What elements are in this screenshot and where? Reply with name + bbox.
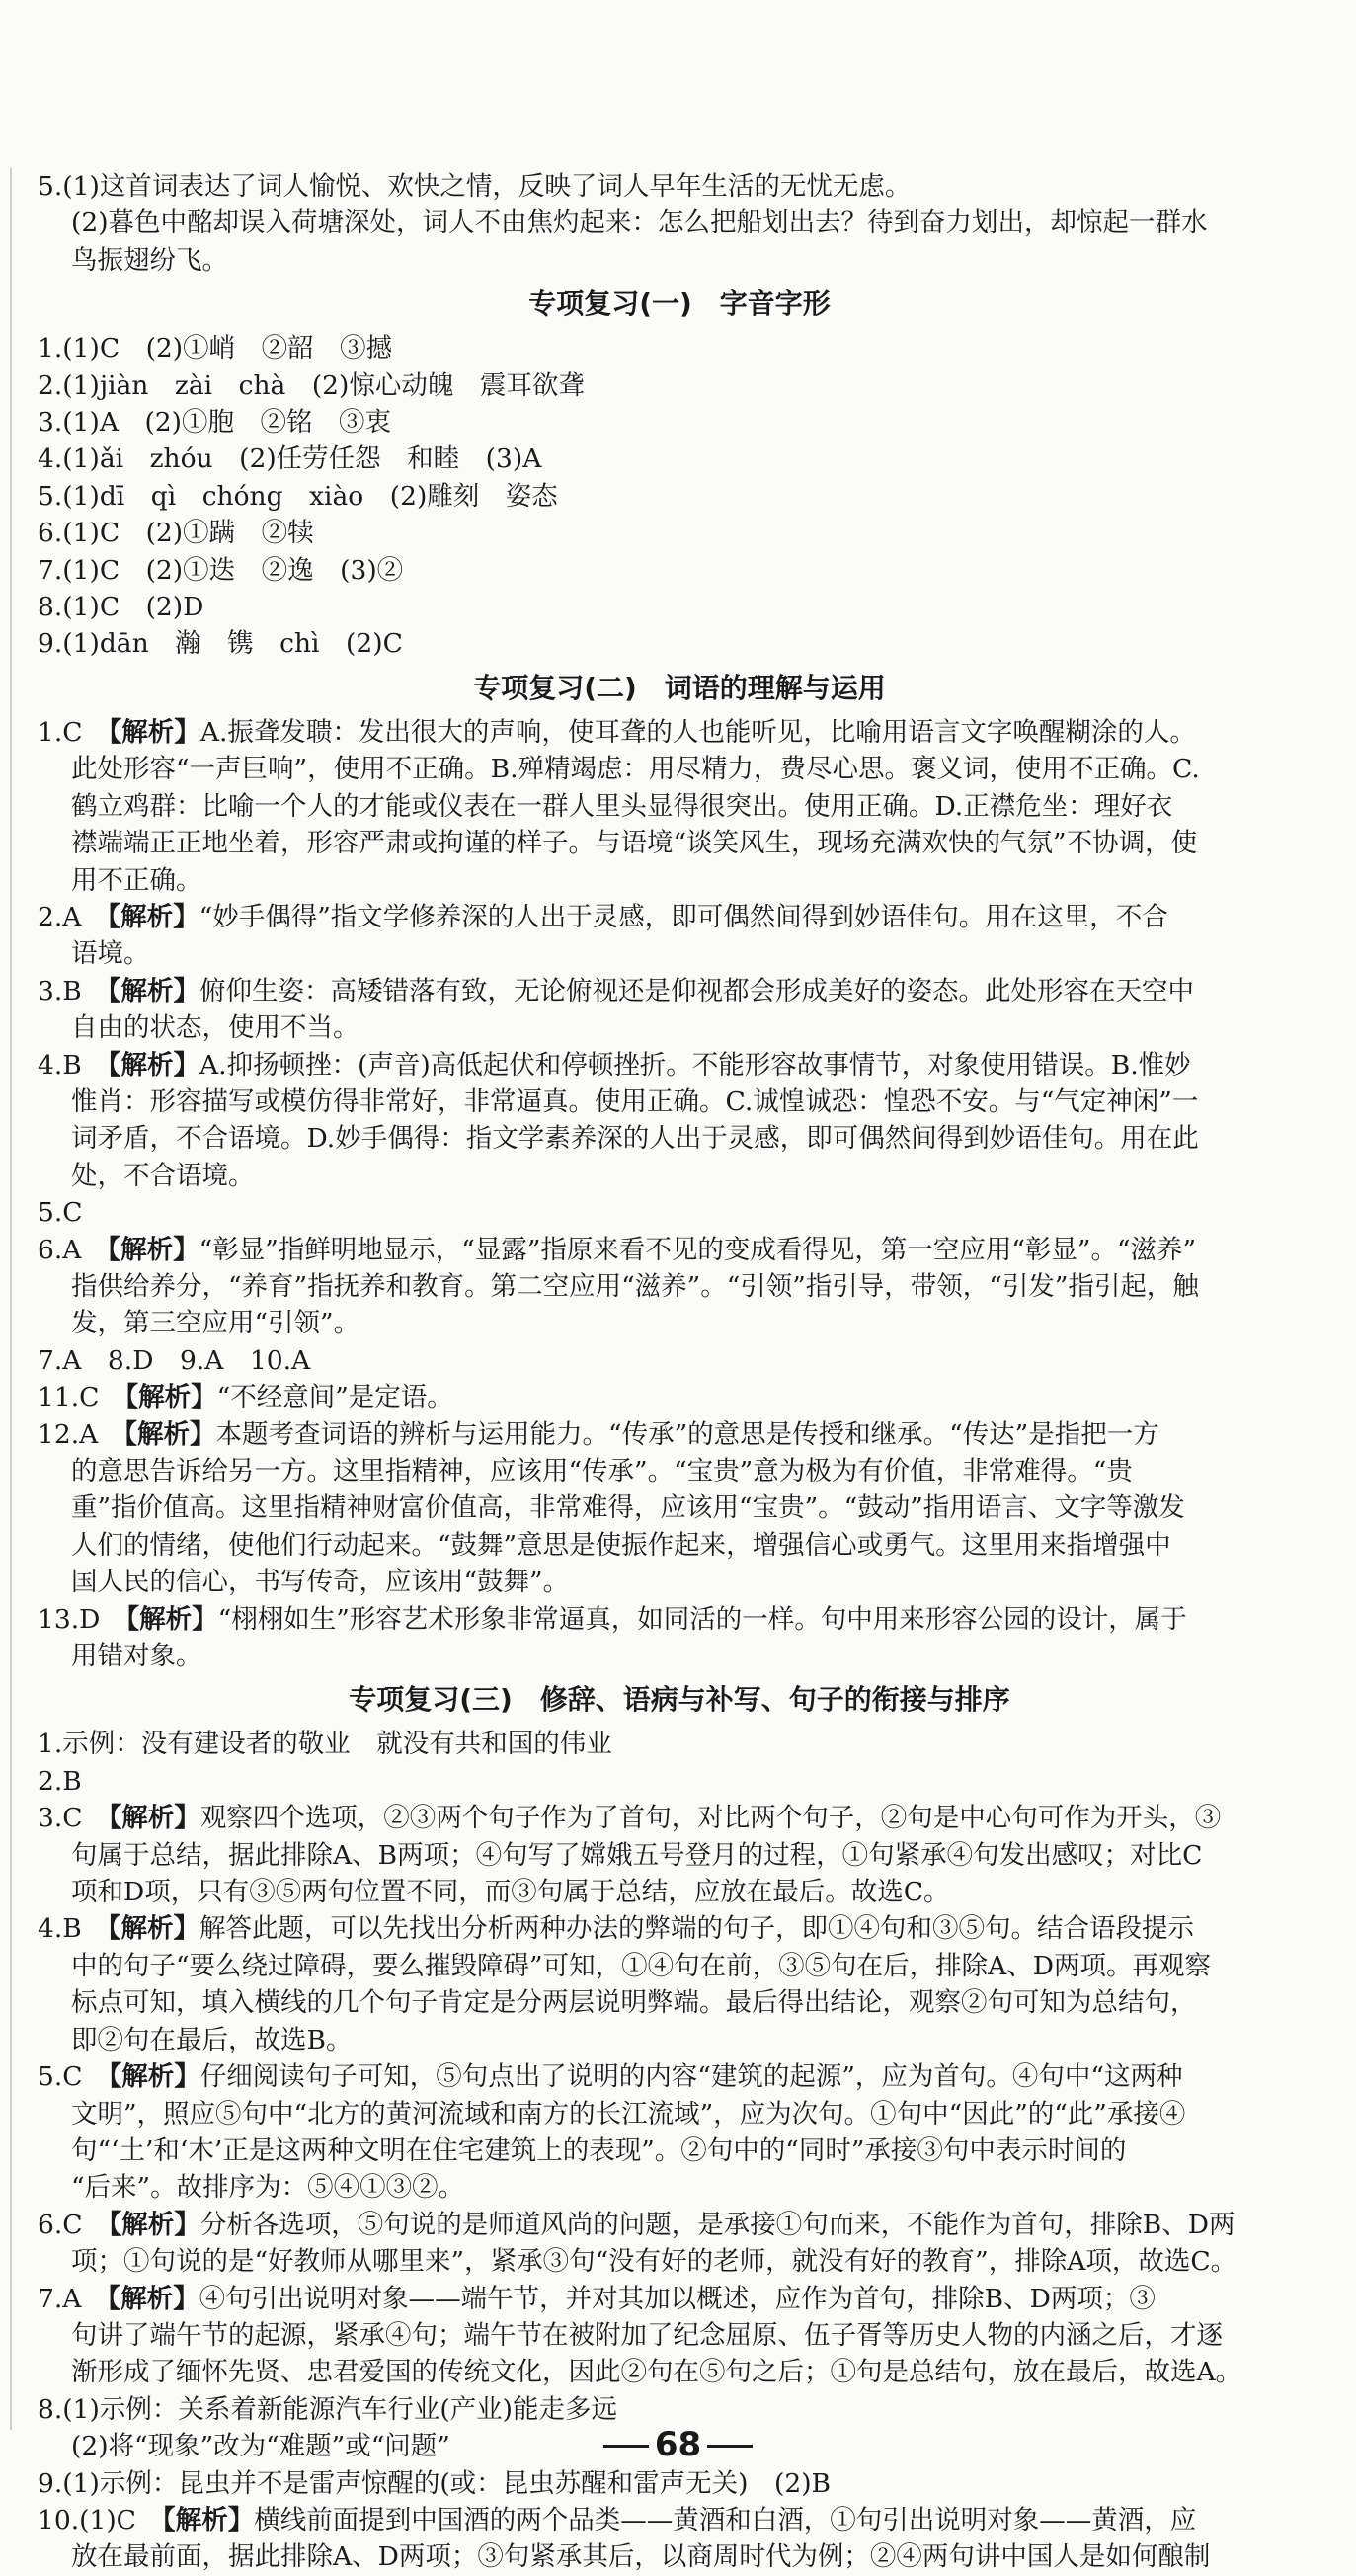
answer-item (38, 2502, 1321, 2538)
answer-text: “妙手偶得”指文学修养深的人出于灵感，即可偶然间得到妙语佳句。用在这里，不合 (199, 901, 1168, 932)
text-line: 7.A 8.D 9.A 10.A (38, 1344, 311, 1376)
answer-text: 分析各选项，⑤句说的是师道风尚的问题，是承接①句而来，不能作为首句，排除B、D两 (199, 2209, 1236, 2240)
answer-text: A.振聋发聩：发出很大的声响，使耳聋的人也能听见，比喻用语言文字唤醒糊涂的人。 (199, 716, 1196, 748)
page-number-left-dash (603, 2445, 649, 2448)
text-line: 3.(1)A (2)①胞 ②铭 ③衷 (38, 407, 391, 439)
answer-number: 4.B (38, 1049, 82, 1081)
text-line: 鸟振翅纷飞。 (71, 244, 228, 276)
binding-margin-line (10, 168, 12, 2430)
analysis-tag: 【解析】 (95, 716, 200, 748)
analysis-tag: 【解析】 (112, 1382, 217, 1413)
analysis-tag: 【解析】 (95, 2061, 200, 2093)
text-line: 6.(1)C (2)①蹒 ②犊 (38, 518, 314, 549)
text-line: 9.(1)示例：昆虫并不是雷声惊醒的(或：昆虫苏醒和雷声无关) (2)B (38, 2467, 832, 2499)
text-line: 5.(1)这首词表达了词人愉悦、欢快之情，反映了词人早年生活的无忧无虑。 (38, 171, 912, 201)
answer-item (38, 973, 1321, 1009)
section-heading: 专项复习(三) 修辞、语病与补写、句子的衔接与排序 (349, 1683, 1010, 1717)
text-line: 人们的情绪，使他们行动起来。“鼓舞”意思是使振作起来，增强信心或勇气。这里用来指增强中 (71, 1529, 1171, 1561)
answer-item (38, 1601, 1321, 1638)
text-line: 用错对象。 (71, 1641, 202, 1672)
text-line: 标点可知，填入横线的几个句子肯定是分两层说明弊端。最后得出结论，观察②句可知为总结句， (71, 1987, 1197, 2019)
answer-text: 解答此题，可以先找出分析两种办法的弊端的句子，即①④句和③⑤句。结合语段提示 (199, 1913, 1195, 1945)
analysis-tag: 【解析】 (149, 2504, 255, 2536)
text-line: 5.(1)dī qì chóng xiào (2)雕刻 姿态 (38, 480, 558, 512)
text-line: 放在最前面，据此排除A、D两项；③句紧承其后，以商周时代为例；②④两句讲中国人是如何酿制 (71, 2541, 1211, 2573)
text-line: 4.(1)ǎi zhóu (2)任劳任怨 和睦 (3)A (38, 443, 542, 475)
text-line: 8.(1)C (2)D (38, 592, 204, 623)
answer-text: 仔细阅读句子可知，⑤句点出了说明的内容“建筑的起源”，应为首句。④句中“这两种 (199, 2061, 1183, 2093)
analysis-tag: 【解析】 (94, 2283, 199, 2314)
answer-number: 2.A (38, 901, 82, 932)
text-line: 2.(1)jiàn zài chà (2)惊心动魄 震耳欲聋 (38, 369, 585, 401)
answer-item (38, 1800, 1321, 1836)
answer-number: 4.B (38, 1913, 82, 1945)
text-line: 重”指价值高。这里指精神财富价值高，非常难得，应该用“宝贵”。“鼓动”指用语言、文字等激发 (71, 1492, 1185, 1524)
text-line: 9.(1)dān 瀚 镌 chì (2)C (38, 628, 403, 660)
analysis-tag: 【解析】 (94, 901, 199, 932)
text-line: 词矛盾，不合语境。D.妙手偶得：指文学素养深的人出于灵感，即可偶然间得到妙语佳句。用在此 (71, 1123, 1199, 1155)
answer-item (38, 1232, 1321, 1268)
analysis-tag: 【解析】 (95, 1913, 200, 1945)
answer-number: 6.C (38, 2209, 83, 2240)
text-line: 句“‘土’和‘木’正是这两种文明在住宅建筑上的表现”。②句中的“同时”承接③句中表示时间的 (71, 2134, 1127, 2166)
answer-item (38, 2207, 1321, 2243)
answer-number: 11.C (38, 1382, 100, 1413)
text-line: 惟肖：形容描写或模仿得非常好，非常逼真。使用正确。C.诚惶诚恐：惶恐不安。与“气定神闲”一 (71, 1086, 1199, 1117)
section-heading: 专项复习(一) 字音字形 (528, 287, 831, 321)
text-line: 5.C (38, 1197, 83, 1229)
answer-item (38, 899, 1321, 935)
answer-text: “栩栩如生”形容艺术形象非常逼真，如同活的一样。句中用来形容公园的设计，属于 (217, 1603, 1187, 1635)
answer-text: 俯仰生姿：高矮错落有致，无论俯视还是仰视都会形成美好的姿态。此处形容在天空中 (199, 975, 1195, 1006)
analysis-tag: 【解析】 (95, 1803, 200, 1834)
answer-number: 10.(1)C (38, 2504, 136, 2536)
answer-number: 3.B (38, 975, 82, 1006)
answer-number: 3.C (38, 1803, 83, 1834)
answer-item (38, 1379, 1321, 1415)
analysis-tag: 【解析】 (111, 1418, 216, 1450)
text-line: 文明”，照应⑤句中“北方的黄河流域和南方的长江流域”，应为次句。①句中“因此”的“此”承接④ (71, 2098, 1186, 2130)
answer-number: 13.D (38, 1603, 101, 1635)
text-line: 句讲了端午节的起源，紧承④句；端午节在被附加了纪念屈原、伍子胥等历史人物的内涵之后，才逐 (71, 2319, 1223, 2351)
text-line: 语境。 (71, 938, 150, 970)
text-line: 项和D项，只有③⑤两句位置不同，而③句属于总结，应放在最后。故选C。 (71, 1877, 950, 1908)
text-line: 此处形容“一声巨响”，使用不正确。B.殚精竭虑：用尽精力，费尽心思。褒义词，使用不正确。C. (71, 754, 1200, 785)
text-line: 句属于总结，据此排除A、B两项；④句写了嫦娥五号登月的过程，①句紧承④句发出感叹；对比C (71, 1839, 1203, 1871)
answer-item (38, 2281, 1321, 2317)
answer-text: ④句引出说明对象——端午节，并对其加以概述，应作为首句，排除B、D两项；③ (199, 2283, 1156, 2314)
text-line: 1.(1)C (2)①峭 ②韶 ③撼 (38, 333, 393, 364)
text-line: 即②句在最后，故选B。 (71, 2024, 353, 2055)
text-line: 用不正确。 (71, 864, 202, 896)
page-number (0, 2425, 1356, 2464)
page-number-right-dash (707, 2445, 753, 2448)
text-line: 处，不合语境。 (71, 1160, 255, 1191)
answer-item (38, 2058, 1321, 2095)
answer-text: A.抑扬顿挫：(声音)高低起伏和停顿挫折。不能形容故事情节，对象使用错误。B.惟妙 (199, 1049, 1191, 1081)
analysis-tag: 【解析】 (94, 1234, 199, 1265)
text-line: 自由的状态，使用不当。 (71, 1012, 359, 1044)
text-line: 1.示例：没有建设者的敬业 就没有共和国的伟业 (38, 1729, 612, 1760)
text-line: 渐形成了缅怀先贤、忠君爱国的传统文化，因此②句在⑤句之后；①句是总结句，放在最后，故选A。 (71, 2357, 1242, 2388)
answer-item (38, 1910, 1321, 1947)
text-line: 的意思告诉给另一方。这里指精神，应该用“传承”。“宝贵”意为极为有价值，非常难得。“贵 (71, 1456, 1133, 1487)
analysis-tag: 【解析】 (95, 1049, 200, 1081)
answer-item (38, 1416, 1321, 1453)
text-line: “后来”。故排序为：⑤④①③②。 (71, 2172, 465, 2204)
text-line: 2.B (38, 1765, 82, 1797)
text-line: 7.(1)C (2)①迭 ②逸 (3)② (38, 554, 404, 586)
section-heading: 专项复习(二) 词语的理解与运用 (473, 671, 886, 704)
answer-text: 本题考查词语的辨析与运用能力。“传承”的意思是传授和继承。“传达”是指把一方 (215, 1418, 1159, 1450)
answer-number: 12.A (38, 1418, 99, 1450)
answer-number: 5.C (38, 2061, 83, 2093)
answer-page (38, 168, 1321, 2576)
text-line: 发，第三空应用“引领”。 (71, 1308, 360, 1339)
analysis-tag: 【解析】 (95, 975, 200, 1006)
text-line: (2)暮色中酩却误入荷塘深处，词人不由焦灼起来：怎么把船划出去？待到奋力划出，却惊起一群水 (71, 207, 1208, 239)
answer-number: 1.C (38, 716, 83, 748)
answer-text: “不经意间”是定语。 (216, 1382, 453, 1413)
text-line: 8.(1)示例：关系着新能源汽车行业(产业)能走多远 (38, 2393, 617, 2425)
answer-item (38, 1047, 1321, 1084)
analysis-tag: 【解析】 (113, 1603, 218, 1635)
page-number-text: 68 (654, 2425, 702, 2464)
text-line: 项；①句说的是“好教师从哪里来”，紧承③句“没有好的老师，就没有好的教育”，排除A项，故选C。 (71, 2246, 1237, 2278)
text-line: 鹤立鸡群：比喻一个人的才能或仪表在一群人里头显得很突出。使用正确。D.正襟危坐：理好衣 (71, 790, 1173, 822)
answer-number: 6.A (38, 1234, 82, 1265)
text-line: 中的句子“要么绕过障碍，要么摧毁障碍”可知，①④句在前，③⑤句在后，排除A、D两项。再观察 (71, 1950, 1211, 1981)
analysis-tag: 【解析】 (95, 2209, 200, 2240)
answer-text: “彰显”指鲜明地显示，“显露”指原来看不见的变成看得见，第一空应用“彰显”。“滋养” (199, 1234, 1197, 1265)
text-line: 国人民的信心，书写传奇，应该用“鼓舞”。 (71, 1567, 570, 1598)
text-line: 襟端端正正地坐着，形容严肃或拘谨的样子。与语境“谈笑风生，现场充满欢快的气氛”不协调，使 (71, 828, 1198, 859)
answer-number: 7.A (38, 2283, 82, 2314)
answer-text: 观察四个选项，②③两个句子作为了首句，对比两个句子，②句是中心句可作为开头，③ (199, 1803, 1222, 1834)
text-line: (2)将“现象”改为“难题”或“问题” (71, 2431, 450, 2462)
text-line: 指供给养分，“养育”指抚养和教育。第二空应用“滋养”。“引领”指引导，带领，“引发”指引起，触 (71, 1270, 1199, 1302)
answer-item (38, 714, 1321, 751)
answer-text: 横线前面提到中国酒的两个品类——黄酒和白酒，①句引出说明对象——黄酒，应 (254, 2504, 1197, 2536)
